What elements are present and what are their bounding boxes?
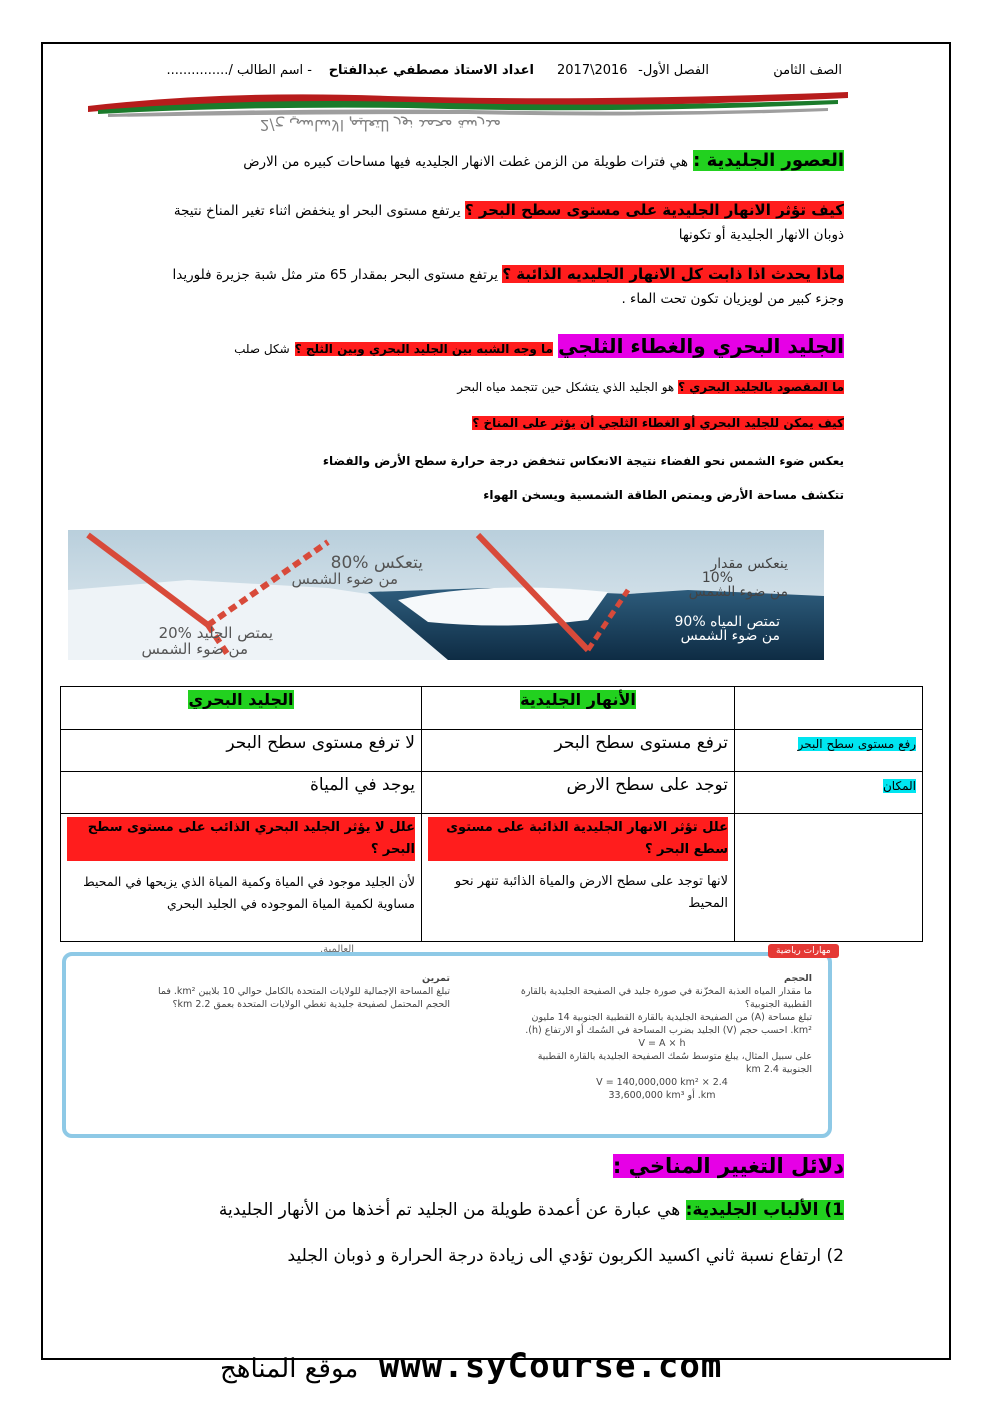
label-absorb20: يمتص الجليد %20 — [158, 624, 273, 642]
volume-column — [512, 972, 812, 1102]
sea-ice-sea-level: لا ترفع مستوى سطح البحر — [61, 730, 422, 772]
volume-calc-1: V = 140,000,000 km² × 2.4 — [596, 1077, 728, 1088]
row-label-sea-level: رفع مستوى سطح البحر — [735, 730, 923, 772]
ice-ages-block — [144, 150, 844, 174]
volume-example: على سبيل المثال، يبلغ متوسط سُمك الصفيحة الجليدية بالقارة القطبية الجنوبية 2.4 km — [537, 1051, 812, 1075]
volume-formula: V = A × h — [638, 1038, 686, 1049]
climate-question: كيف يمكن للجليد البحري أو الغطاء الثلجي أن يؤثر على المناخ ؟ — [472, 416, 844, 430]
glaciers-why — [422, 814, 735, 942]
volume-text: ما مقدار المياه العذبة المخزّنة في صورة جليد في الصفيحة الجليدية بالقارة القطبية الجنوبية؟ — [520, 986, 812, 1010]
exercise-text: تبلغ المساحة الإجمالية للولايات المتحدة بالكامل حوالي 10 بلايين km². فما الحجم المحتمل لصفيحة جليدية تغطي الولايات المتحدة بعمق 2.2 km؟ — [157, 986, 450, 1010]
sea-ice-question: ما وجه الشبه بين الجليد البحري وبين الثلج ؟ — [294, 342, 553, 356]
student-name-field[interactable]: - اسم الطالب /............... — [166, 63, 312, 78]
label-reflect10-sub: من ضوء الشمس — [688, 584, 788, 600]
exercise-title: تمرين — [422, 973, 450, 984]
sea-level-question: كيف تؤثر الانهار الجليدية على مستوى سطح البحر ؟ — [464, 201, 844, 219]
ice-ages-title: العصور الجليدية : — [693, 150, 844, 171]
climate-question-block — [144, 416, 844, 430]
glaciers-why-question: علل تؤثر الانهار الجليدية الذائبة على مستوى سطع البحر ؟ — [428, 817, 728, 861]
comparison-table — [60, 686, 923, 942]
ice-ages-text: هي فترات طويلة من الزمن غطت الانهار الجليديه فيها مساحات كبيره من الارض — [243, 154, 689, 170]
sea-ice-why-answer: لأن الجليد موجود في المياة وكمية المياة الذي يزيحها في المحيط مساوية لكمية المياة الموجوده في الجليد البحري — [83, 874, 415, 911]
label-absorb90: تمتص المياه %90 — [674, 614, 780, 630]
meaning-answer: هو الجليد الذي يتشكل حين تتجمد مياه البحر — [457, 380, 675, 394]
climate-answer-2: تتكشف مساحة الأرض ويمتص الطاقة الشمسية ويسخن الهواء — [483, 488, 844, 502]
sea-level-block — [154, 198, 844, 247]
sea-ice-place: يوجد في المياة — [61, 772, 422, 814]
sea-ice-block — [144, 334, 844, 358]
table-row — [61, 814, 923, 942]
sea-ice-why — [61, 814, 422, 942]
meaning-question: ما المقصود بالجليد البحري ؟ — [678, 380, 844, 394]
label-reflect10-pct: 10% — [701, 570, 733, 586]
label-reflect80-sub: من ضوء الشمس — [291, 570, 398, 588]
label-absorb90-sub: من ضوء الشمس — [680, 628, 780, 644]
glaciers-sea-level: ترفع مستوى سطح البحر — [422, 730, 735, 772]
glaciers-place: توجد على سطح الارض — [422, 772, 735, 814]
label-reflect10: ينعكس مقدار — [710, 556, 788, 572]
footer-url[interactable]: www.syCourse.com — [378, 1346, 723, 1386]
prepared-by: اعداد الاستاذ مصطفي عبدالفتاح — [328, 63, 534, 78]
sea-level-answer: يرتفع مستوى البحر او ينخفض اثناء تغير المناخ نتيجة ذوبان الانهار الجليدية أو تكونها — [173, 203, 844, 243]
all-melt-block — [154, 262, 844, 311]
math-skills-tag: مهارات رياضية — [768, 944, 839, 958]
footer — [220, 1346, 722, 1386]
meaning-block — [144, 380, 844, 394]
all-melt-question: ماذا يحدث اذا ذابت كل الانهار الجليديه الذائبة ؟ — [502, 265, 844, 283]
evidence-item-2: 2) ارتفاع نسبة ثاني اكسيد الكربون تؤدي الى زيادة درجة الحرارة و ذوبان الجليد — [287, 1246, 844, 1266]
row-label-place: المكان — [735, 772, 923, 814]
evidence-title: دلائل التغيير المناخي : — [612, 1154, 844, 1178]
sea-ice-answer: شكل صلب — [234, 342, 290, 356]
evidence-item-1 — [144, 1200, 844, 1220]
volume-title: الحجم — [784, 973, 812, 984]
table-header-glaciers: الأنهار الجليدية — [422, 687, 735, 730]
table-header-empty — [735, 687, 923, 730]
volume-calc-2: 33,600,000 km³ أو .km — [608, 1090, 716, 1101]
glaciers-why-answer: لانها توجد على سطح الارض والمياة الذائبة تنهر نحو المحيط — [454, 874, 728, 911]
table-row — [61, 772, 923, 814]
footer-site-name: موقع المناهج — [220, 1354, 359, 1384]
label-reflect80: يتعكس %80 — [330, 553, 423, 573]
table-header-row — [61, 687, 923, 730]
exercise-column — [150, 972, 450, 1011]
evidence-item-1-text: هي عبارة عن أعمدة طويلة من الجليد تم أخذها من الأنهار الجليدية — [218, 1200, 681, 1220]
climate-answer-1: يعكس ضوء الشمس نحو الفضاء نتيجة الانعكاس تنخفض درجة حرارة سطح الأرض والفضاء — [322, 454, 844, 468]
partial-text: العالمية. — [320, 944, 355, 955]
year-label: 2017\2016 — [557, 63, 628, 78]
all-melt-answer: يرتفع مستوى البحر بمقدار 65 متر مثل شبة جزيرة فلوريدا وجزء كبير من لويزيان تكون تحت الماء . — [172, 267, 844, 307]
albedo-illustration — [68, 530, 824, 660]
row-label-empty — [735, 814, 923, 942]
school-name-mirrored: مدرسة محمد نور للتعليم الاساسي ح/2 — [260, 116, 502, 134]
grade-label: الصف الثامن — [773, 63, 842, 78]
table-row — [61, 730, 923, 772]
term-label: الفصل الأول- — [638, 63, 709, 78]
label-absorb20-sub: من ضوء الشمس — [141, 640, 248, 658]
sea-ice-why-question: علل لا يؤثر الجليد البحري الذائب على مستوى سطح البحر ؟ — [67, 817, 415, 861]
evidence-item-1-label: 1) الألباب الجليدية: — [685, 1200, 844, 1220]
table-header-sea-ice: الجليد البحري — [61, 687, 422, 730]
sea-ice-title: الجليد البحري والغطاء الثلجي — [558, 334, 844, 358]
volume-text-2: تبلغ مساحة (A) من الصفيحة الجليدية بالقارة القطبية الجنوبية 14 مليون km². احسب حجم (V) الجليد بضرب المساحة في السُمك أو الارتفاع (h). — [525, 1012, 812, 1036]
